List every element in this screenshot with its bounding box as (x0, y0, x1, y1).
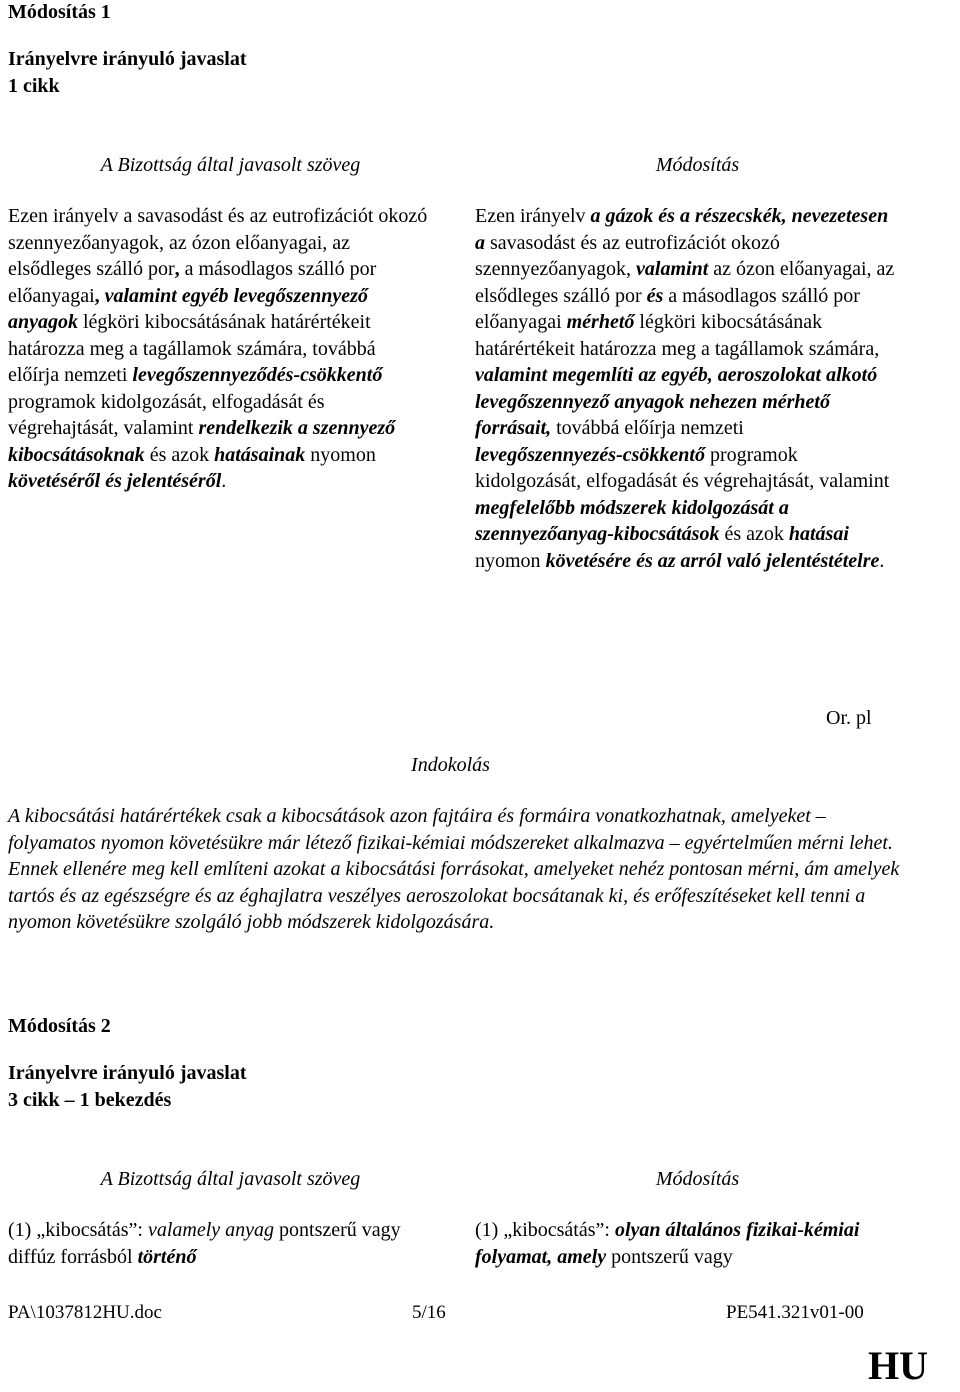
text-run: pontszerű vagy (606, 1245, 733, 1268)
text-run: programok kidolgozását, elfogadását és végrehajtását, valamint (475, 443, 895, 492)
text-run: nyomon (475, 523, 854, 572)
text-run: (1) „kibocsátás”: (475, 1219, 615, 1241)
amendment-1-right-heading: Módosítás (655, 154, 740, 176)
text-run: valamint (636, 258, 709, 280)
text-run: és (646, 284, 664, 307)
text-run: olyan általános fizikai-kémiai folyamat, amely (475, 1219, 865, 1268)
text-run: a másodlagos szálló por előanyagai (8, 258, 382, 307)
justification-text: A kibocsátási határértékek csak a kibocsátások azon fajtáira és formáira vonatkozhatnak, amelyeket – folyamatos nyomon követésükre már létező fizikai-kémiai módszereket alkalmazva – egyértelműen mérni lehet. Ennek ellenére meg kell említeni azokat a kibocsátási forrásokat, amelyeket nehéz pontosan mérni, ám amelyek tartós és az egészségre és az éghajlatra veszélyes aeroszolokat bocsátanak ki, és erőfeszítéseket kell tenni a nyomon követésükre szolgáló jobb módszerek kidolgozására. (8, 805, 900, 933)
amendment-2-right-heading: Módosítás (655, 1168, 740, 1190)
text-run: és azok (144, 443, 215, 466)
text-run: valamint megemlíti az egyéb, aeroszolokat alkotó levegőszennyező anyagok nehezen mérhető forrásait, (475, 364, 883, 439)
text-run: pontszerű vagy diffúz forrásból (8, 1219, 406, 1268)
text-run: , (174, 258, 180, 280)
amendment-1-commission-text (8, 203, 433, 495)
text-run: savasodást és az eutrofizációt okozó szennyezőanyagok, (475, 231, 785, 280)
text-run: , (94, 284, 100, 307)
amendment-1-title: Módosítás 1 (8, 1, 111, 23)
text-run: . (879, 549, 885, 572)
amendment-1-proposal: Irányelvre irányuló javaslat (8, 48, 247, 70)
text-run: Ezen irányelv (475, 205, 591, 227)
amendment-2-left-heading: A Bizottság által javasolt szöveg (100, 1168, 361, 1190)
amendment-2-amended-text (475, 1217, 895, 1270)
text-run: történő (137, 1245, 197, 1268)
amendment-2-title: Módosítás 2 (8, 1015, 111, 1037)
justification-heading: Indokolás (411, 754, 490, 776)
text-run: az ózon előanyagai, az elsődleges szálló por (475, 258, 900, 307)
text-run: Ezen irányelv a savasodást és az eutrofizációt okozó szennyezőanyagok, az ózon előanyagai, az elsődleges szálló por (8, 205, 433, 280)
text-run: valamint egyéb levegőszennyező anyagok (8, 284, 373, 333)
text-run: a másodlagos szálló por előanyagai (475, 284, 865, 333)
original-language-mark: Or. pl (826, 707, 872, 729)
amendment-2-article: 3 cikk – 1 bekezdés (8, 1089, 172, 1111)
text-run: légköri kibocsátásának határértékeit határozza meg a tagállamok számára, továbbá előírja nemzeti (8, 311, 381, 386)
text-run: levegőszennyezés-csökkentő (475, 443, 705, 466)
text-run: (1) „kibocsátás”: (8, 1219, 148, 1241)
text-run: követésére és az arról való jelentéstételre (545, 549, 880, 572)
text-run: levegőszennyeződés-csökkentő (132, 364, 383, 386)
amendment-1-left-heading: A Bizottság által javasolt szöveg (100, 154, 361, 176)
footer-reference: PE541.321v01-00 (726, 1302, 864, 1323)
amendment-1-amended-text (475, 203, 900, 574)
text-run: valamely anyag (147, 1219, 275, 1241)
text-run: légköri kibocsátásának határértékeit határozza meg a tagállamok számára, (475, 311, 885, 360)
text-run: hatásainak (214, 443, 306, 466)
text-run: . (221, 470, 227, 492)
text-run: továbbá előírja nemzeti (551, 417, 749, 439)
text-run: hatásai (788, 523, 849, 545)
text-run: programok kidolgozását, elfogadását és végrehajtását, valamint (8, 364, 388, 439)
footer-page-number: 5/16 (412, 1302, 446, 1323)
text-run: megfelelőbb módszerek kidolgozását a szennyezőanyag-kibocsátások (475, 496, 794, 545)
text-run: a gázok és a részecskék, nevezetesen a (475, 205, 894, 254)
text-run: és azok (719, 523, 789, 545)
text-run: követéséről és jelentéséről (8, 470, 222, 492)
footer-document-name: PA\1037812HU.doc (8, 1302, 162, 1323)
text-run: rendelkezik a szennyező kibocsátásoknak (8, 417, 401, 466)
footer-language-code: HU (868, 1343, 928, 1388)
amendment-2-commission-text (8, 1217, 428, 1270)
text-run: mérhető (566, 311, 635, 333)
text-run: nyomon (305, 443, 381, 466)
amendment-1-article: 1 cikk (8, 75, 60, 97)
amendment-2-proposal: Irányelvre irányuló javaslat (8, 1062, 247, 1084)
